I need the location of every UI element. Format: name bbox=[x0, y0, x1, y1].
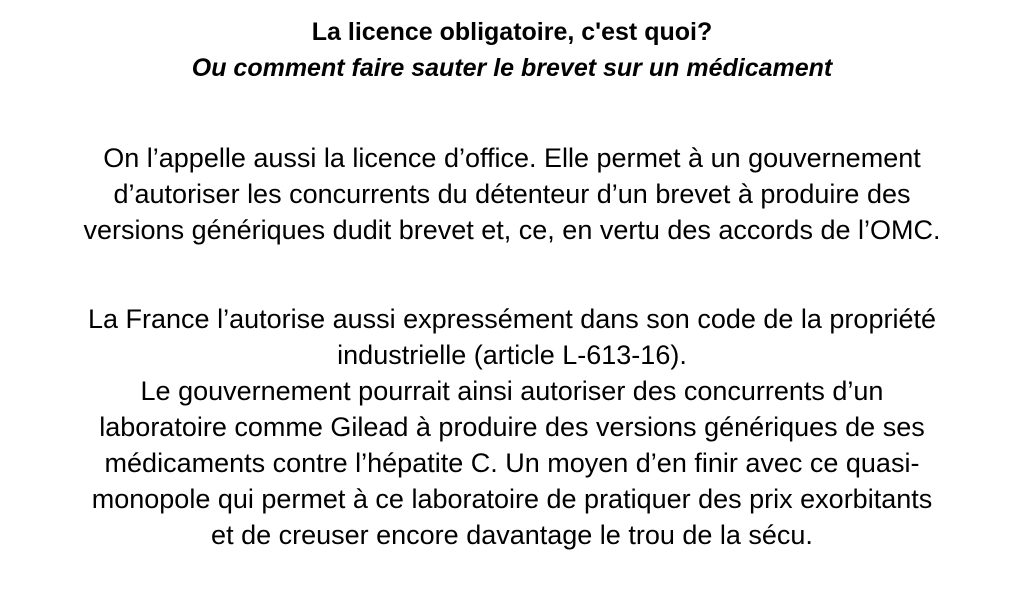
paragraph-line: d’autoriser les concurrents du détenteur d’un brevet à produire des bbox=[113, 179, 911, 209]
paragraph-line: et de creuser encore davantage le trou de la sécu. bbox=[211, 520, 813, 550]
slide-title: La licence obligatoire, c'est quoi? bbox=[311, 18, 713, 46]
paragraph-line: industrielle (article L-613-16). bbox=[337, 340, 687, 370]
paragraph-line: On l’appelle aussi la licence d’office. Elle permet à un gouvernement bbox=[103, 143, 921, 173]
paragraph-line: médicaments contre l’hépatite C. Un moyen d’en finir avec ce quasi- bbox=[104, 448, 920, 478]
paragraph-line: monopole qui permet à ce laboratoire de pratiquer des prix exorbitants bbox=[91, 484, 933, 514]
paragraph-line: laboratoire comme Gilead à produire des versions génériques de ses bbox=[99, 412, 925, 442]
paragraph-line: La France l’autorise aussi expressément dans son code de la propriété bbox=[88, 304, 936, 334]
paragraph-definition bbox=[0, 140, 1024, 248]
slide-subtitle: Ou comment faire sauter le brevet sur un médicament bbox=[191, 54, 833, 82]
paragraph-line: Le gouvernement pourrait ainsi autoriser des concurrents d’un bbox=[140, 376, 884, 406]
title-block bbox=[0, 14, 1024, 86]
paragraph-france bbox=[0, 301, 1024, 553]
paragraph-line: versions génériques dudit brevet et, ce, en vertu des accords de l’OMC. bbox=[83, 215, 941, 245]
